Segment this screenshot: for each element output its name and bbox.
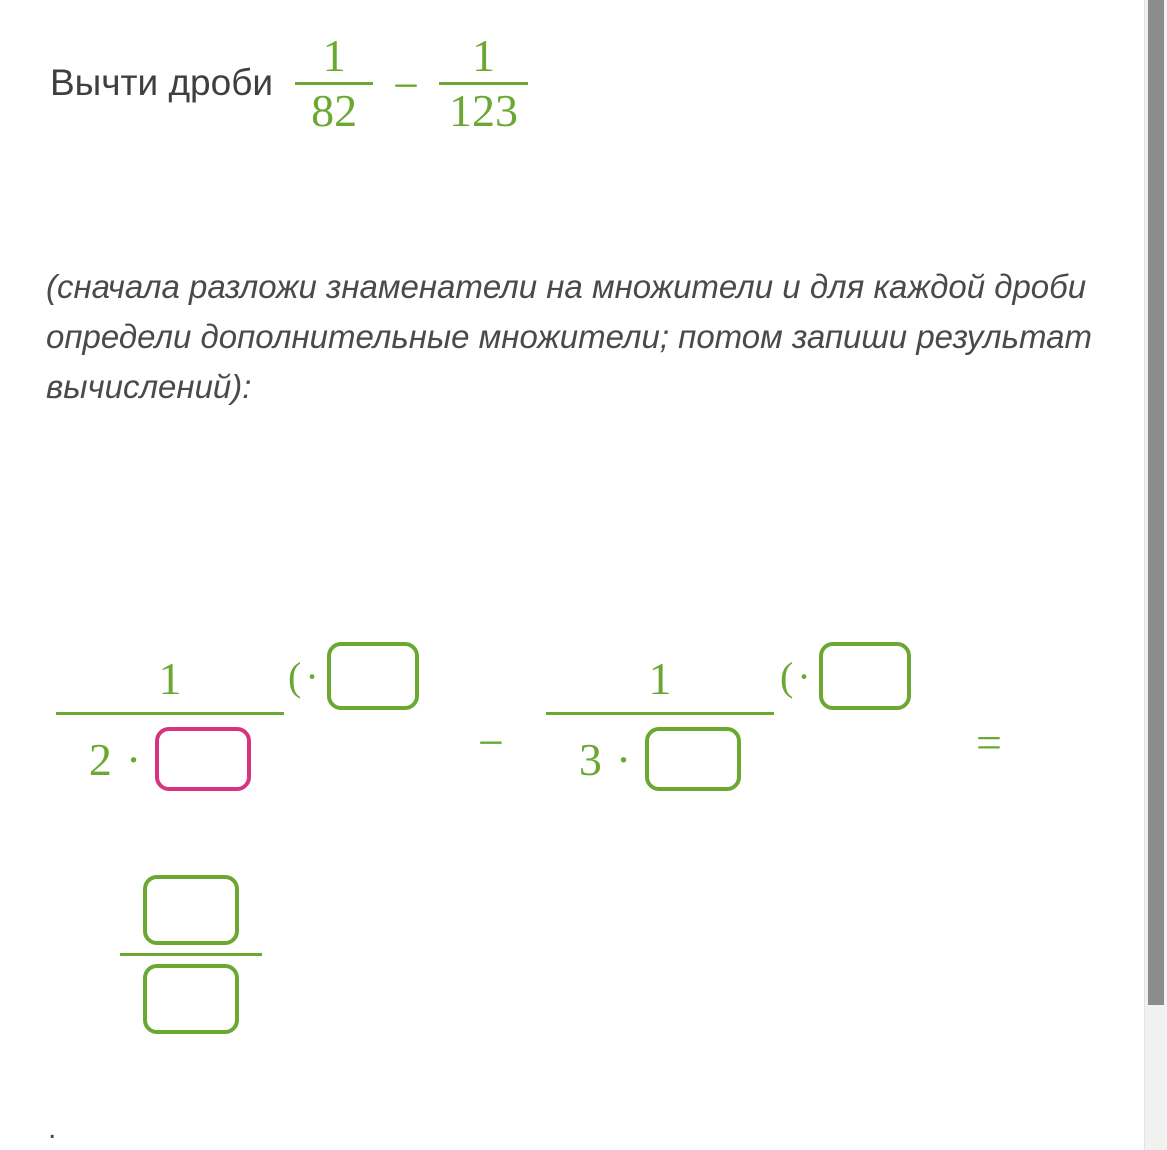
term-2-denominator-input-box[interactable] [645, 727, 741, 791]
expression-operator-minus: − [478, 717, 504, 768]
term-2-multiplier [780, 642, 911, 710]
term-2-multiplier-paren: ( [780, 653, 794, 699]
task-fraction-2-denominator: 123 [449, 84, 519, 136]
task-fraction-1-denominator: 82 [311, 84, 358, 136]
term-2-denominator [579, 715, 741, 791]
task-fraction-1-numerator: 1 [322, 30, 346, 81]
task-fraction-1 [295, 30, 373, 136]
term-1-fraction [56, 653, 284, 791]
result-numerator-input-box[interactable] [143, 875, 239, 945]
term-1-denominator-input-box[interactable] [155, 727, 251, 791]
term-2-denominator-dot: · [615, 733, 632, 785]
term-1-multiplier-input-box[interactable] [327, 642, 419, 710]
trailing-period: . [48, 1112, 57, 1145]
term-2-multiplier-input-box[interactable] [819, 642, 911, 710]
result-denominator-input-box[interactable] [143, 964, 239, 1034]
hint-text: (сначала разложи знаменатели на множители и для каждой дроби определи дополнительные множители; потом запиши результат вычислений): [46, 268, 1092, 405]
expression-equals-sign: = [976, 717, 1002, 768]
vertical-scrollbar-thumb[interactable] [1148, 0, 1164, 1005]
task-operator: − [393, 59, 420, 111]
task-prompt-label: Вычти дроби [50, 62, 274, 104]
task-fraction-2-numerator: 1 [472, 30, 496, 81]
term-2-fraction [546, 653, 774, 791]
term-2-numerator: 1 [648, 653, 672, 704]
term-1-numerator: 1 [158, 653, 182, 704]
term-1-denominator-dot: · [125, 733, 142, 785]
fraction-bar [120, 953, 262, 956]
task-statement [50, 30, 528, 136]
vertical-scrollbar-track[interactable] [1144, 0, 1167, 1150]
term-1-multiplier [288, 642, 419, 710]
term-1-multiplier-paren: ( [288, 653, 302, 699]
term-1-multiplier-dot: · [305, 653, 319, 699]
task-fraction-2 [439, 30, 528, 136]
term-1-denominator-factor: 2 [88, 733, 112, 785]
term-1-denominator [89, 715, 251, 791]
result-fraction [120, 875, 262, 1034]
term-2-multiplier-dot: · [797, 653, 811, 699]
term-2-denominator-factor: 3 [578, 733, 602, 785]
